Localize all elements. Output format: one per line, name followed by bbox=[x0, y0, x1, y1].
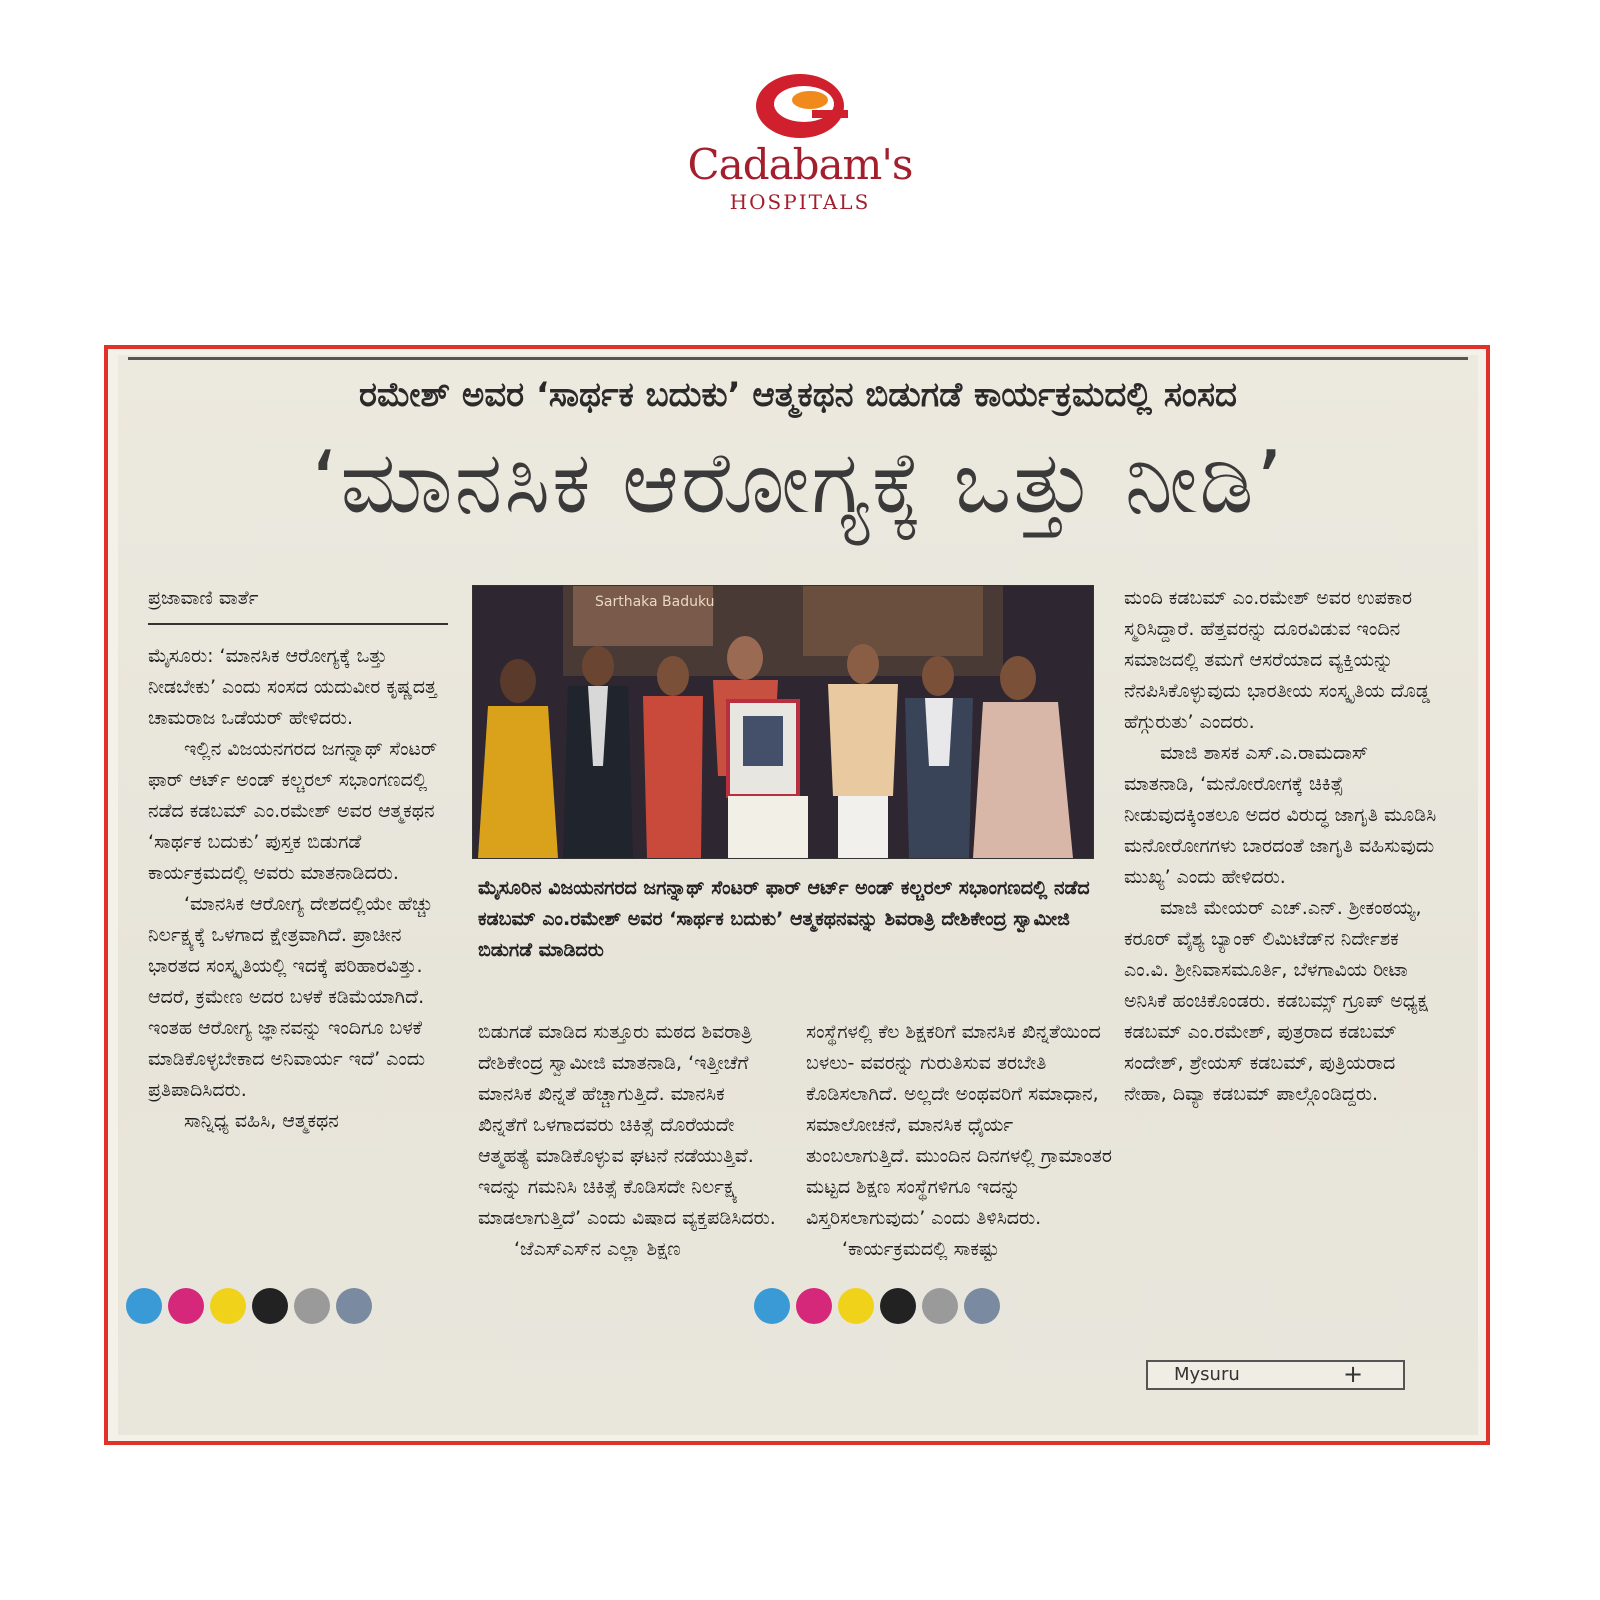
cadabams-swoosh-icon bbox=[752, 70, 848, 142]
cadabams-logo bbox=[660, 70, 940, 220]
registration-cross-icon: + bbox=[1343, 1360, 1364, 1388]
column-4 bbox=[1124, 583, 1444, 1110]
paragraph: ‘ಕಾರ್ಯಕ್ರಮದಲ್ಲಿ ಸಾಕಷ್ಟು bbox=[842, 1238, 1000, 1260]
registration-dot bbox=[796, 1288, 832, 1324]
registration-dot bbox=[922, 1288, 958, 1324]
column-1 bbox=[148, 641, 458, 1137]
photo-caption: ಮೈಸೂರಿನ ವಿಜಯನಗರದ ಜಗನ್ನಾಥ್ ಸೆಂಟರ್ ಫಾರ್ ಆರ್ಟ್ ಅಂಡ್ ಕಲ್ಚರಲ್ ಸಭಾಂಗಣದಲ್ಲಿ ನಡೆದ ಕಡಬಮ್ ಎಂ.ರಮೇಶ್ ಅವರ ‘ಸಾರ್ಥಕ ಬದುಕು’ ಆತ್ಮಕಥನವನ್ನು ಶಿವರಾತ್ರಿ ದೇಶಿಕೇಂದ್ರ ಸ್ವಾಮೀಜಿ ಬಿಡುಗಡೆ ಮಾಡಿದರು bbox=[478, 877, 1090, 961]
registration-dot bbox=[336, 1288, 372, 1324]
registration-dot bbox=[252, 1288, 288, 1324]
paragraph: ‘ಮಾನಸಿಕ ಆರೋಗ್ಯ ದೇಶದಲ್ಲಿಯೇ ಹೆಚ್ಚು ನಿರ್ಲಕ್ಷ್ಯಕ್ಕೆ ಒಳಗಾದ ಕ್ಷೇತ್ರವಾಗಿದೆ. ಪ್ರಾಚೀನ ಭಾರತದ ಸಂಸ್ಕೃತಿಯಲ್ಲಿ ಇದಕ್ಕೆ ಪರಿಹಾರವಿತ್ತು. ಆದರೆ, ಕ್ರಮೇಣ ಅದರ ಬಳಕೆ ಕಡಿಮೆಯಾಗಿದೆ. ಇಂತಹ ಆರೋಗ್ಯ ಜ್ಞಾನವನ್ನು ಇಂದಿಗೂ ಬಳಕೆ ಮಾಡಿಕೊಳ್ಳಬೇಕಾದ ಅನಿವಾರ್ಯ ಇದೆ’ ಎಂದು ಪ್ರತಿಪಾದಿಸಿದರು. bbox=[148, 893, 433, 1101]
paragraph: ಮಾಜಿ ಶಾಸಕ ಎಸ್.ಎ.ರಾಮದಾಸ್ ಮಾತನಾಡಿ, ‘ಮನೋರೋಗಕ್ಕೆ ಚಿಕಿತ್ಸೆ ನೀಡುವುದಕ್ಕಿಂತಲೂ ಅದರ ವಿರುದ್ಧ ಜಾಗೃತಿ ಮೂಡಿಸಿ ಮನೋರೋಗಗಳು ಬಾರದಂತೆ ಜಾಗೃತಿ ವಹಿಸುವುದು ಮುಖ್ಯ’ ಎಂದು ಹೇಳಿದರು. bbox=[1124, 742, 1437, 888]
paragraph: ಸಂಸ್ಥೆಗಳಲ್ಲಿ ಕೆಲ ಶಿಕ್ಷಕರಿಗೆ ಮಾನಸಿಕ ಖಿನ್ನತೆಯಿಂದ ಬಳಲು- ವವರನ್ನು ಗುರುತಿಸುವ ತರಬೇತಿ ಕೊಡಿಸಲಾಗಿದೆ. ಅಲ್ಲದೇ ಅಂಥವರಿಗೆ ಸಮಾಧಾನ, ಸಮಾಲೋಚನೆ, ಮಾನಸಿಕ ಧೈರ್ಯ ತುಂಬಲಾಗುತ್ತಿದೆ. ಮುಂದಿನ ದಿನಗಳಲ್ಲಿ ಗ್ರಾಮಾಂತರ ಮಟ್ಟದ ಶಿಕ್ಷಣ ಸಂಸ್ಥೆಗಳಿಗೂ ಇದನ್ನು ವಿಸ್ತರಿಸಲಾಗುವುದು’ ಎಂದು ತಿಳಿಸಿದರು. bbox=[806, 1021, 1112, 1229]
paragraph: ಮೈಸೂರು: ‘ಮಾನಸಿಕ ಆರೋಗ್ಯಕ್ಕೆ ಒತ್ತು ನೀಡಬೇಕು’ ಎಂದು ಸಂಸದ ಯದುವೀರ ಕೃಷ್ಣದತ್ತ ಚಾಮರಾಜ ಒಡೆಯರ್ ಹೇಳಿದರು. bbox=[148, 645, 437, 729]
registration-dots-center bbox=[754, 1288, 1000, 1324]
column-2 bbox=[478, 1017, 778, 1265]
clipping-frame bbox=[104, 345, 1490, 1445]
registration-dots-left bbox=[126, 1288, 372, 1324]
event-photo-image bbox=[473, 586, 1093, 858]
registration-dot bbox=[964, 1288, 1000, 1324]
paragraph: ಮಾಜಿ ಮೇಯರ್ ಎಚ್.ಎನ್. ಶ್ರೀಕಂಠಯ್ಯ, ಕರೂರ್ ವೈಶ್ಯ ಬ್ಯಾಂಕ್ ಲಿಮಿಟೆಡ್‌ನ ನಿರ್ದೇಶಕ ಎಂ.ವಿ. ಶ್ರೀನಿವಾಸಮೂರ್ತಿ, ಬೆಳಗಾವಿಯ ರೀಟಾ ಅನಿಸಿಕೆ ಹಂಚಿಕೊಂಡರು. ಕಡಬಮ್ಸ್ ಗ್ರೂಪ್ ಅಧ್ಯಕ್ಷ ಕಡಬಮ್ ಎಂ.ರಮೇಶ್, ಪುತ್ರರಾದ ಕಡಬಮ್ ಸಂದೇಶ್, ಶ್ರೇಯಸ್ ಕಡಬಮ್, ಪುತ್ರಿಯರಾದ ನೇಹಾ, ದಿವ್ಯಾ ಕಡಬಮ್ ಪಾಲ್ಗೊಂಡಿದ್ದರು. bbox=[1124, 897, 1428, 1105]
column-3 bbox=[806, 1017, 1116, 1265]
paragraph: ಮಂದಿ ಕಡಬಮ್ ಎಂ.ರಮೇಶ್ ಅವರ ಉಪಕಾರ ಸ್ಮರಿಸಿದ್ದಾರೆ. ಹೆತ್ತವರನ್ನು ದೂರವಿಡುವ ಇಂದಿನ ಸಮಾಜದಲ್ಲಿ ತಮಗೆ ಆಸರೆಯಾದ ವ್ಯಕ್ತಿಯನ್ನು ನೆನಪಿಸಿಕೊಳ್ಳುವುದು ಭಾರತೀಯ ಸಂಸ್ಕೃತಿಯ ದೊಡ್ಡ ಹೆಗ್ಗುರುತು’ ಎಂದರು. bbox=[1124, 587, 1431, 733]
edition-label: Mysuru bbox=[1174, 1364, 1240, 1385]
logo-subtitle: HOSPITALS bbox=[729, 190, 871, 214]
newspaper-page bbox=[118, 355, 1478, 1435]
registration-dot bbox=[168, 1288, 204, 1324]
photo-banner-text: Sarthaka Baduku bbox=[595, 594, 715, 610]
paragraph: ಬಿಡುಗಡೆ ಮಾಡಿದ ಸುತ್ತೂರು ಮಠದ ಶಿವರಾತ್ರಿ ದೇಶಿಕೇಂದ್ರ ಸ್ವಾಮೀಜಿ ಮಾತನಾಡಿ, ‘ಇತ್ತೀಚೆಗೆ ಮಾನಸಿಕ ಖಿನ್ನತೆ ಹೆಚ್ಚಾಗುತ್ತಿದೆ. ಮಾನಸಿಕ ಖಿನ್ನತೆಗೆ ಒಳಗಾದವರು ಚಿಕಿತ್ಸೆ ದೊರೆಯದೇ ಆತ್ಮಹತ್ಯೆ ಮಾಡಿಕೊಳ್ಳುವ ಘಟನೆ ನಡೆಯುತ್ತಿವೆ. ಇದನ್ನು ಗಮನಿಸಿ ಚಿಕಿತ್ಸೆ ಕೊಡಿಸದೇ ನಿರ್ಲಕ್ಷ್ಯ ಮಾಡಲಾಗುತ್ತಿದೆ’ ಎಂದು ವಿಷಾದ ವ್ಯಕ್ತಪಡಿಸಿದರು. bbox=[478, 1021, 776, 1229]
byline: ಪ್ರಜಾವಾಣಿ ವಾರ್ತೆ bbox=[148, 587, 259, 609]
paragraph: ‘ಜೆಎಸ್‌ಎಸ್‌ನ ಎಲ್ಲಾ ಶಿಕ್ಷಣ bbox=[514, 1238, 681, 1260]
registration-dot bbox=[880, 1288, 916, 1324]
article-kicker: ರಮೇಶ್ ಅವರ ‘ಸಾರ್ಥಕ ಬದುಕು’ ಆತ್ಮಕಥನ ಬಿಡುಗಡೆ ಕಾರ್ಯಕ್ರಮದಲ್ಲಿ ಸಂಸದ bbox=[358, 375, 1238, 415]
logo-brand: Cadabam's bbox=[687, 140, 913, 189]
edition-box bbox=[1146, 1360, 1405, 1390]
registration-dot bbox=[754, 1288, 790, 1324]
registration-dot bbox=[838, 1288, 874, 1324]
registration-dot bbox=[210, 1288, 246, 1324]
paragraph: ಇಲ್ಲಿನ ವಿಜಯನಗರದ ಜಗನ್ನಾಥ್ ಸೆಂಟರ್ ಫಾರ್ ಆರ್ಟ್ ಅಂಡ್ ಕಲ್ಚರಲ್ ಸಭಾಂಗಣದಲ್ಲಿ ನಡೆದ ಕಡಬಮ್ ಎಂ.ರಮೇಶ್ ಅವರ ಆತ್ಮಕಥನ ‘ಸಾರ್ಥಕ ಬದುಕು’ ಪುಸ್ತಕ ಬಿಡುಗಡೆ ಕಾರ್ಯಕ್ರಮದಲ್ಲಿ ಅವರು ಮಾತನಾಡಿದರು. bbox=[148, 738, 438, 884]
registration-dot bbox=[294, 1288, 330, 1324]
registration-dot bbox=[126, 1288, 162, 1324]
paragraph: ಸಾನ್ನಿಧ್ಯ ವಹಿಸಿ, ಆತ್ಮಕಥನ bbox=[184, 1110, 339, 1132]
event-photo bbox=[472, 585, 1094, 859]
byline-rule bbox=[148, 623, 448, 625]
article-headline: ‘ಮಾನಸಿಕ ಆರೋಗ್ಯಕ್ಕೆ ಒತ್ತು ನೀಡಿ’ bbox=[311, 433, 1285, 533]
top-rule bbox=[128, 357, 1468, 360]
